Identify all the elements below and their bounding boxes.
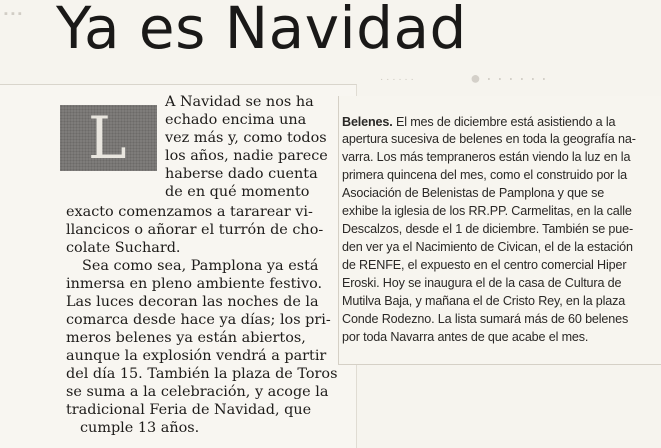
article-line: llancicos o añorar el turrón de cho- [66, 222, 324, 238]
bleed-through-text: · · · · · · [380, 74, 414, 85]
article-line: den ver ya el Nacimiento de Civican, el de la estación [342, 240, 633, 254]
article-line: Sea como sea, Pamplona ya está [82, 258, 319, 274]
article-line: primera quincena del mes, como el construido por la [342, 168, 627, 182]
article-line: comarca desde hace ya días; los pri- [66, 312, 331, 328]
article-line: Eroski. Hoy se inaugura el de la casa de Cultura de [342, 276, 622, 290]
headline: Ya es Navidad [56, 0, 467, 62]
article-line: tradicional Feria de Navidad, que [66, 402, 312, 418]
article-line: Descalzos, desde el 1 de diciembre. También se pue- [342, 222, 634, 236]
article-line: exacto comenzamos a tararear vi- [66, 204, 313, 220]
bleed-through-text: ● · · · · · · [470, 68, 547, 88]
article-line: Las luces decoran las noches de la [66, 294, 319, 310]
article-line: por toda Navarra antes de que acabe el mes. [342, 330, 589, 344]
article-line: meros belenes ya están abiertos, [66, 330, 306, 346]
article-line: inmersa en pleno ambiente festivo. [66, 276, 323, 292]
dropcap-letter: L [88, 104, 127, 172]
article-line: exhibe la iglesia de los RR.PP. Carmelitas, en la calle [342, 204, 632, 218]
article-line: echado encima una [165, 112, 307, 128]
article-line: apertura sucesiva de belenes en toda la geografía na- [342, 132, 636, 146]
article-line: aunque la explosión vendrá a partir [66, 348, 327, 364]
dropcap-box [60, 105, 157, 171]
article-line: Mutilva Baja, y mañana el de Cristo Rey, en la plaza [342, 294, 626, 308]
bleed-through-text: ▪ ▪ ▪ [4, 8, 22, 20]
article-line: los años, nadie parece [165, 148, 328, 164]
article-line: del día 15. También la plaza de Toros [66, 366, 338, 382]
article-line: Asociación de Belenistas de Pamplona y que se [342, 186, 605, 200]
article-line: de RENFE, el expuesto en el centro comercial Hiper [342, 258, 627, 272]
article-line: de en qué momento [165, 184, 310, 200]
article-line: se suma a la celebración, y acoge la [66, 384, 329, 400]
article-line: varra. Los más tempraneros están viendo la luz en la [342, 150, 631, 164]
article-line: A Navidad se nos ha [165, 94, 314, 110]
article-line: cumple 13 años. [80, 420, 200, 436]
article-line: vez más y, como todos [165, 130, 327, 146]
article-line: colate Suchard. [66, 240, 181, 256]
right-column-first-line [342, 114, 615, 130]
article-line: haberse dado cuenta [165, 166, 318, 182]
article-line: Conde Rodezno. La lista sumará más de 60 belenes [342, 312, 629, 326]
section-lead: Belenes. [342, 115, 393, 129]
first-line-text: El mes de diciembre está asistiendo a la [392, 115, 616, 129]
